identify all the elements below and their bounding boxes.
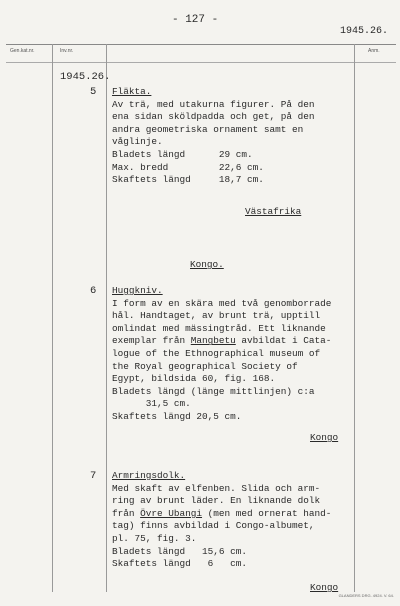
catalog-date: 1945.26.	[60, 71, 111, 83]
column-header-inv: Inv.nr.	[60, 48, 74, 54]
column-divider-gen	[52, 44, 53, 592]
entry-line: andra geometriska ornament samt en	[112, 123, 304, 135]
entry-7	[112, 470, 397, 571]
entry-line: Skaftets längd 6 cm.	[112, 558, 248, 570]
entry-line: ring av brunt läder. En liknande dolk	[112, 495, 321, 507]
entry-number-6: 6	[90, 285, 97, 297]
entry-line: våglinje.	[112, 136, 163, 148]
column-header-gen: Gen.kat.nr.	[10, 48, 35, 54]
place-name: Mangbetu	[190, 335, 236, 347]
region-label: Kongo	[310, 582, 339, 593]
entry-line: tag) finns avbildad i Congo-albumet,	[112, 520, 315, 532]
entry-line: pl. 75, fig. 3.	[112, 532, 197, 544]
region-label: Västafrika	[245, 206, 302, 217]
entry-line: exemplar från Mangbetu avbildat i Cata-	[112, 335, 332, 347]
region-label: Kongo.	[190, 259, 224, 270]
entry-line: 31,5 cm.	[112, 398, 191, 410]
entry-line: från Övre Ubangi (men med ornerat hand-	[112, 507, 332, 519]
entry-title: Huggkniv.	[112, 285, 163, 296]
entry-5	[112, 86, 397, 187]
entry-line: Bladets längd (länge mittlinjen) c:a	[112, 385, 315, 397]
entry-line: Av trä, med utakurna figurer. På den	[112, 98, 315, 110]
entry-line: Med skaft av elfenben. Slida och arm-	[112, 482, 321, 494]
entry-line: Skaftets längd 18,7 cm.	[112, 174, 264, 186]
entry-line: Bladets längd 29 cm.	[112, 148, 253, 160]
entry-line: ena sidan sköldpadda och get, på den	[112, 111, 315, 123]
entry-line: Max. bredd 22,6 cm.	[112, 161, 264, 173]
entry-number-7: 7	[90, 470, 97, 482]
printer-mark: GLANDERS DRG. 4924. V. 64.	[338, 593, 394, 598]
header-rule-lower	[6, 62, 396, 63]
column-header-anm: Anm.	[368, 48, 380, 54]
entry-line: Bladets längd 15,6 cm.	[112, 545, 248, 557]
region-label: Kongo	[310, 432, 339, 443]
entry-title: Fläkta.	[112, 86, 152, 97]
entry-title: Armringsdolk.	[112, 470, 186, 481]
year-code: 1945.26.	[340, 26, 389, 37]
entry-line: the Royal geographical Society of	[112, 360, 298, 372]
entry-6	[112, 285, 397, 424]
header-rule	[6, 44, 396, 45]
entry-line: omlindat med mässingtråd. Ett liknande	[112, 322, 326, 334]
entry-line: logue of the Ethnographical museum of	[112, 347, 321, 359]
entry-line: Egypt, bildsida 60, fig. 168.	[112, 373, 276, 385]
entry-line: Skaftets längd 20,5 cm.	[112, 410, 242, 422]
entry-line: hål. Handtaget, av brunt trä, upptill	[112, 310, 321, 322]
entry-number-5: 5	[90, 86, 97, 98]
page-number: - 127 -	[172, 14, 219, 26]
place-name: Övre Ubangi	[140, 507, 203, 519]
column-divider-inv	[106, 44, 107, 592]
entry-line: I form av en skära med två genomborrade	[112, 297, 332, 309]
